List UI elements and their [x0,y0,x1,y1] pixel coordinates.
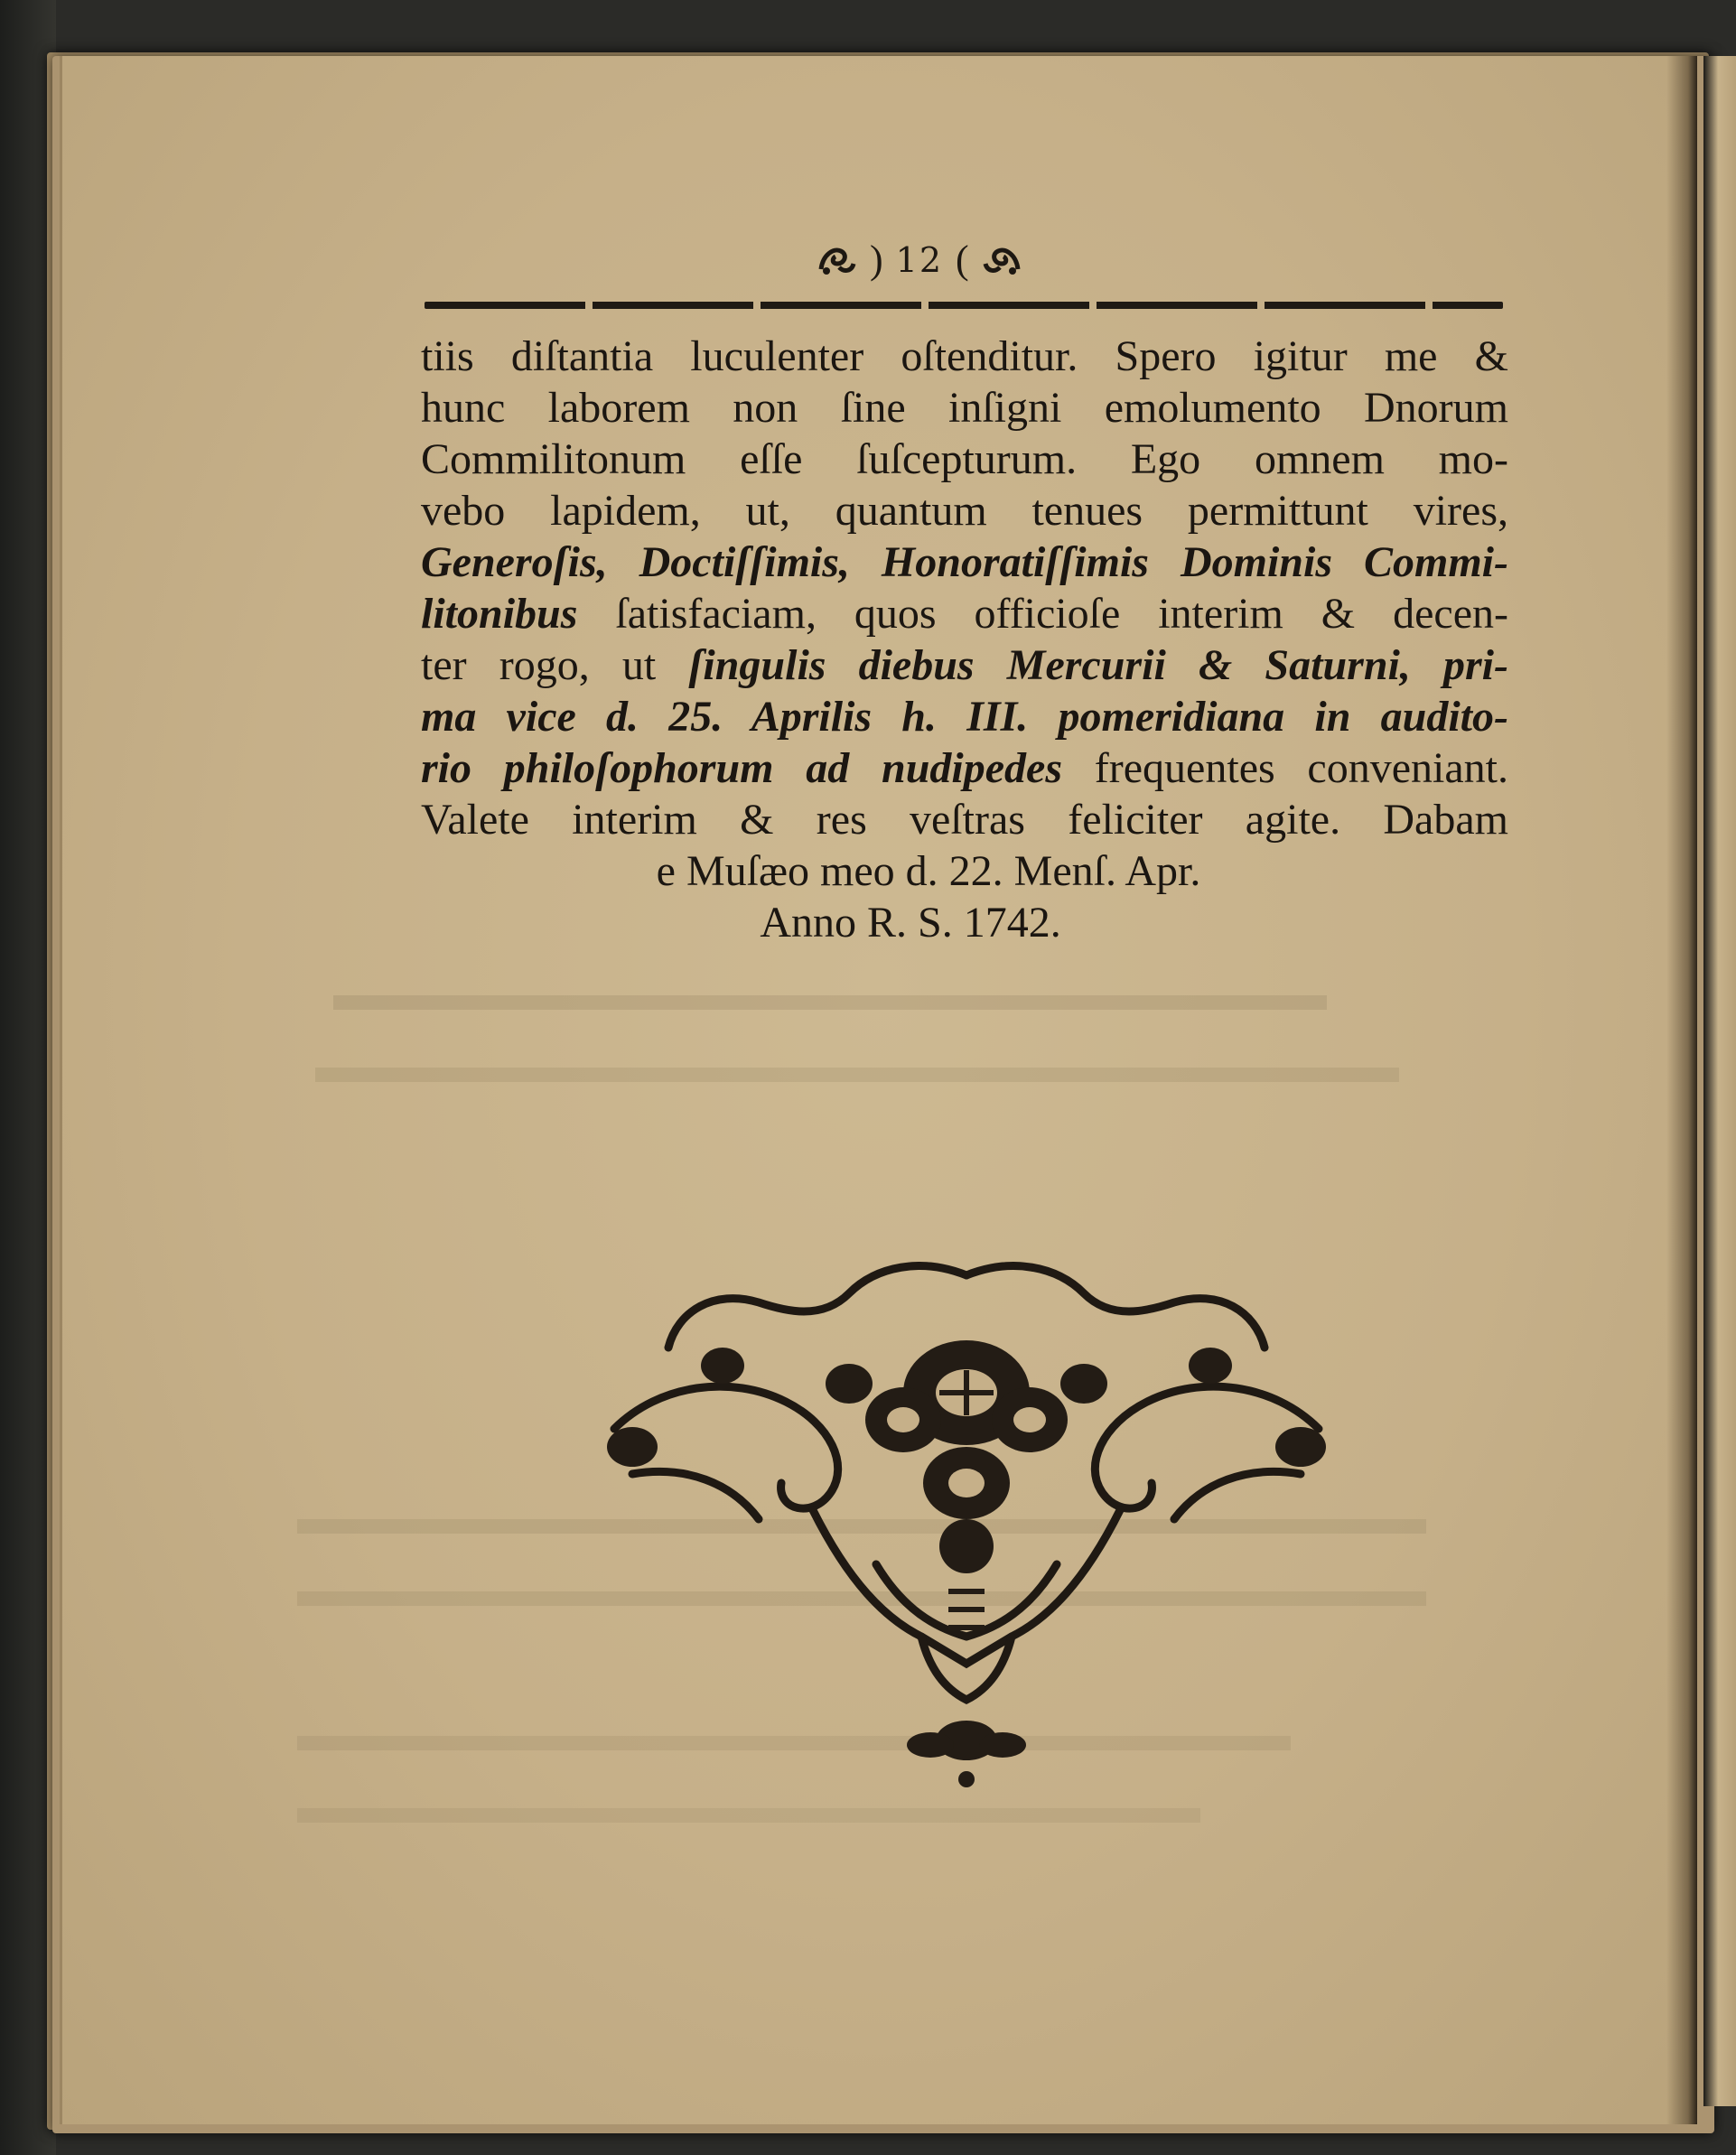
running-head-inner [817,237,1022,283]
closing-year: Anno R. S. 1742. [760,899,1061,947]
show-through [297,1808,1200,1823]
closing-dateline: e Muſæo meo d. 22. Menſ. Apr. [656,847,1201,895]
italic-segment: Generoſis, Doctiſſimis, Honoratiſſimis Dominis Commi- [421,538,1508,586]
text-line [421,331,1508,382]
page-number: 12 [895,239,944,280]
body-text [421,331,1508,948]
text-segment: ſatisfaciam, quos officioſe interim & decen- [577,590,1508,638]
text-line [421,588,1508,639]
text-segment: tiis diſtantia luculenter oſtenditur. Spero igitur me & [421,332,1508,380]
fleuron-icon [817,242,857,278]
text-segment: Commilitonum eſſe ſuſcepturum. Ego omnem mo- [421,435,1508,483]
italic-segment: ſingulis diebus Mercurii & Saturni, pri- [688,641,1508,689]
italic-segment: ma vice d. 25. Aprilis h. III. pomeridiana in audito- [421,693,1508,741]
text-segment: vebo lapidem, ut, quantum tenues permittunt vires, [421,487,1508,535]
text-line [421,485,1508,536]
text-segment: hunc laborem non ſine inſigni emolumento Dnorum [421,384,1508,432]
text-line [421,691,1508,742]
show-through [333,995,1327,1010]
floral-vignette-icon [578,1239,1355,1790]
text-line [421,382,1508,434]
text-line [421,536,1508,588]
text-line [421,639,1508,691]
right-paren: ( [956,238,969,282]
facing-page-edge [1703,56,1736,2106]
header-rule [425,302,1503,309]
text-line [421,742,1508,794]
left-paren: ) [870,238,883,282]
fleuron-icon [982,242,1022,278]
italic-segment: rio philoſophorum ad nudipedes [421,744,1063,792]
text-segment: Valete interim & res veſtras feliciter agite. Dabam [421,796,1508,844]
text-segment: frequentes conveniant. [1062,744,1509,792]
show-through [315,1068,1399,1082]
text-line [421,434,1508,485]
text-segment: ter rogo, ut [421,641,689,689]
italic-segment: litonibus [421,590,578,638]
text-line [421,794,1508,845]
page-gutter [1666,56,1697,2124]
